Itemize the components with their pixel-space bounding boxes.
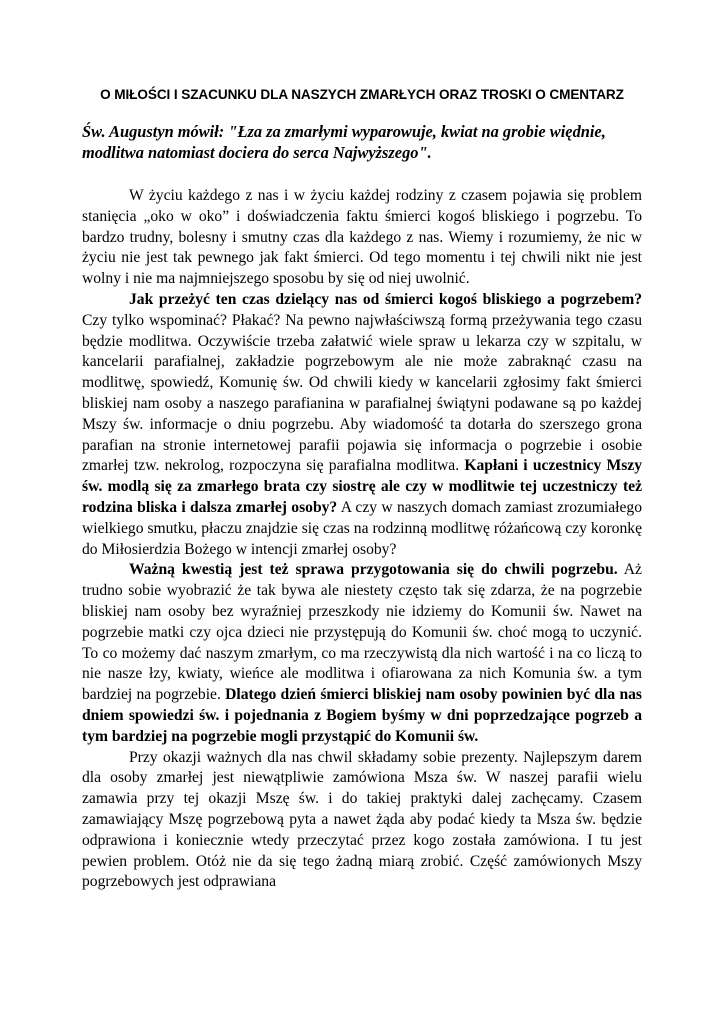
paragraph-2-text-end: A czy w naszych domach zamiast zrozumiałego wielkiego smutku, płaczu znajdzie się czas na rodzinną modlitwę różańcową czy koronkę do Miłosierdzia Bożego w intencji zmarłej osoby? [82, 498, 642, 558]
paragraph-1 [82, 186, 642, 290]
paragraph-3-text: Aż trudno sobie wyobrazić że tak bywa ale niestety często tak się zdarza, że na pogrzebie bliskiej nam osoby bez wyraźniej przeszkody nie idziemy do Komunii św. Nawet na pogrzebie matki czy ojca dzieci nie przystępują do Komunii św. choć mogą to uczynić. To co możemy dać naszym zmarłym, co ma rzeczywistą dla nich wartość i na co liczą to nie nasze łzy, kwiaty, wieńce ale modlitwa i ofiarowana za nich Komunia św. a tym bardziej na pogrzebie. [82, 561, 642, 704]
document-page [82, 86, 642, 893]
paragraph-4-text: Przy okazji ważnych dla nas chwil składamy sobie prezenty. Najlepszym darem dla osoby zmarłej jest niewątpliwie zamówiona Msza św. W naszej parafii wielu zamawia przy tej okazji Mszę św. i do takiej praktyki dalej zachęcamy. Czasem zamawiający Mszę pogrzebową pyta a nawet żąda aby podać kiedy ta Msza św. będzie odprawiona i koniecznie wtedy przeczytać przez kogo została zamówiona. I tu jest pewien problem. Otóż nie da się tego żadną miarą zrobić. Część zamówionych Mszy pogrzebowych jest odprawiana [82, 748, 642, 891]
paragraph-2-bold-priests: Kapłani i uczestnicy Mszy św. modlą się za zmarłego brata czy siostrę ale czy w modlitwie tej uczestniczy też rodzina bliska i dalsza zmarłej osoby? [82, 457, 642, 516]
paragraph-1-text: W życiu każdego z nas i w życiu każdej rodziny z czasem pojawia się problem stanięcia „oko w oko” i doświadczenia faktu śmierci kogoś bliskiego i pogrzebu. To bardzo trudny, bolesny i smutny czas dla każdego z nas. Wiemy i rozumiemy, że nic w życiu nie jest tak pewnego jak fakt śmierci. Od tego momentu i tej chwili nikt nie jest wolny i nie ma najmniejszego sposobu by się od niej uwolnić. [82, 187, 642, 288]
paragraph-2-text: Czy tylko wspominać? Płakać? Na pewno najwłaściwszą formą przeżywania tego czasu będzie modlitwa. Oczywiście trzeba załatwić wiele spraw u lekarza czy w szpitalu, w kancelarii parafialnej, zakładzie pogrzebowym ale nie może zabraknąć czasu na modlitwę, spowiedź, Komunię św. Od chwili kiedy w kancelarii zgłosimy fakt śmierci bliskiej nam osoby a naszego parafianina w parafialnej świątyni podawane są po każdej Mszy św. informacje o dniu pogrzebu. Aby wiadomość ta dotarła do szerszego grona parafian na stronie internetowej parafii pojawia się informacja o pogrzebie i osobie zmarłej tzw. nekrolog, rozpoczyna się parafialna modlitwa. [82, 311, 642, 475]
paragraph-3 [82, 560, 642, 747]
paragraph-3-bold-heading: Ważną kwestią jest też sprawa przygotowania się do chwili pogrzebu. [129, 561, 618, 579]
paragraph-2-bold-question: Jak przeżyć ten czas dzielący nas od śmierci kogoś bliskiego a pogrzebem? [129, 290, 642, 308]
augustine-quote: Św. Augustyn mówił: "Łza za zmarłymi wyparowuje, kwiat na grobie więdnie, modlitwa natomiast dociera do serca Najwyższego". [82, 122, 606, 162]
paragraph-2 [82, 290, 642, 560]
document-title: O MIŁOŚCI I SZACUNKU DLA NASZYCH ZMARŁYCH ORAZ TROSKI O CMENTARZ [100, 87, 624, 102]
paragraph-4 [82, 748, 642, 894]
paragraph-3-bold-conclusion: Dlatego dzień śmierci bliskiej nam osoby powinien być dla nas dniem spowiedzi św. i pojednania z Bogiem byśmy w dni poprzedzające pogrzeb a tym bardziej na pogrzebie mogli przystąpić do Komunii św. [82, 686, 642, 745]
